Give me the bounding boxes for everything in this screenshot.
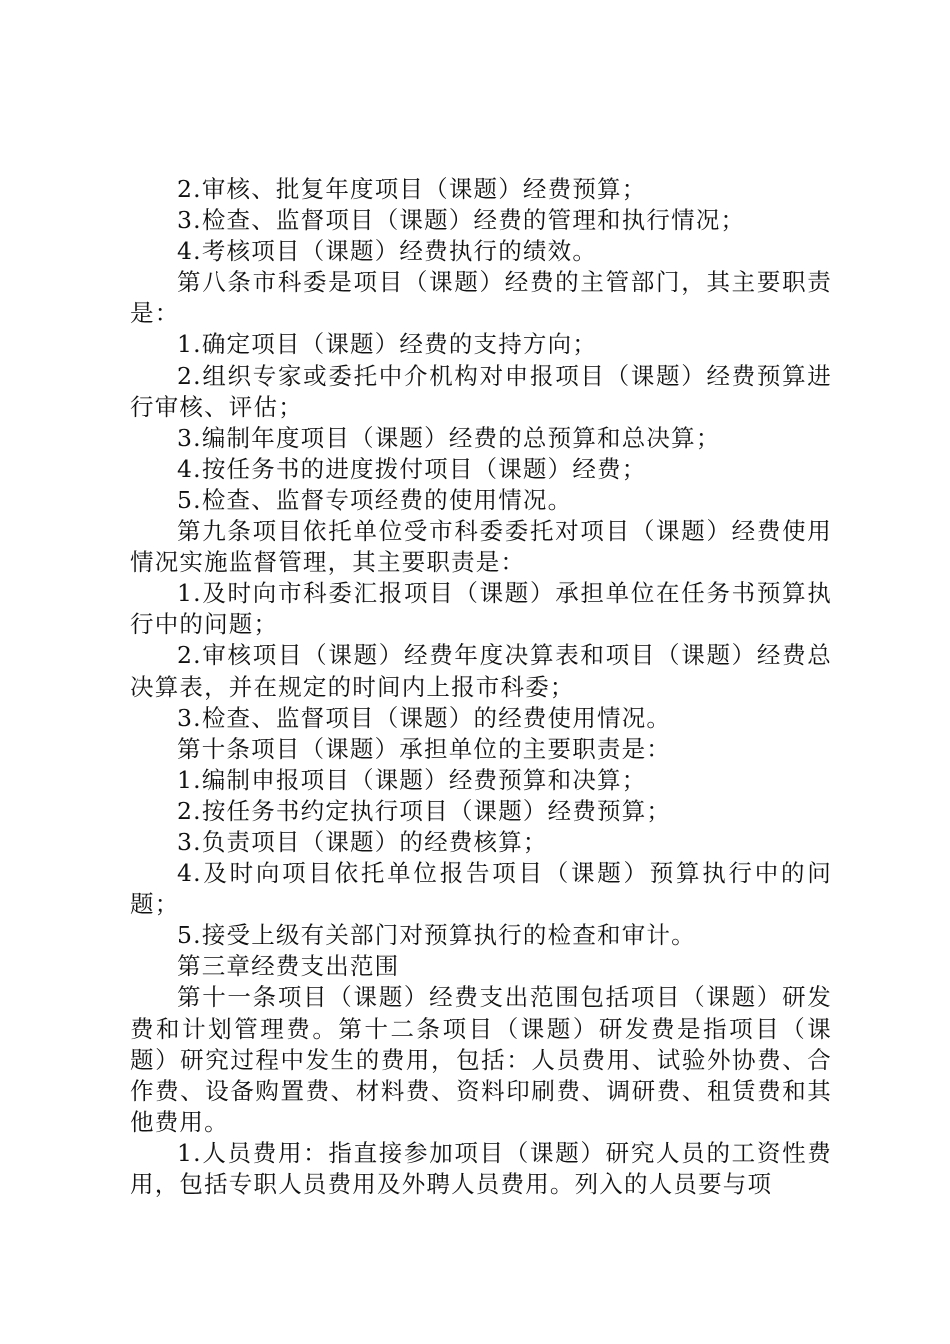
paragraph: 5.检查、监督专项经费的使用情况。 — [177, 485, 573, 514]
paragraph: 1.及时向市科委汇报项目（课题）承担单位在任务书预算执行中的问题； — [130, 579, 832, 639]
paragraph: 2.组织专家或委托中介机构对申报项目（课题）经费预算进行审核、评估； — [130, 361, 832, 421]
document-body — [130, 174, 832, 1200]
chapter-heading: 第三章经费支出范围 — [177, 952, 400, 981]
paragraph: 3.负责项目（课题）的经费核算； — [177, 827, 548, 856]
paragraph: 1.确定项目（课题）经费的支持方向； — [177, 330, 598, 359]
paragraph: 4.考核项目（课题）经费执行的绩效。 — [177, 237, 598, 266]
paragraph: 第十条项目（课题）承担单位的主要职责是： — [177, 734, 671, 763]
paragraph: 3.检查、监督项目（课题）经费的管理和执行情况； — [177, 206, 746, 235]
paragraph: 2.按任务书约定执行项目（课题）经费预算； — [177, 796, 672, 825]
paragraph: 第九条项目依托单位受市科委委托对项目（课题）经费使用情况实施监督管理，其主要职责是： — [130, 517, 832, 577]
paragraph: 1.人员费用：指直接参加项目（课题）研究人员的工资性费用，包括专职人员费用及外聘人员费用。列入的人员要与项 — [130, 1138, 832, 1198]
paragraph: 5.接受上级有关部门对预算执行的检查和审计。 — [177, 921, 696, 950]
paragraph: 第十一条项目（课题）经费支出范围包括项目（课题）研发费和计划管理费。第十二条项目（课题）研发费是指项目（课题）研究过程中发生的费用，包括：人员费用、试验外协费、合作费、设备购置费、材料费、资料印刷费、调研费、租赁费和其他费用。 — [130, 983, 832, 1136]
paragraph: 3.检查、监督项目（课题）的经费使用情况。 — [177, 703, 672, 732]
paragraph: 第八条市科委是项目（课题）经费的主管部门，其主要职责是： — [130, 268, 832, 328]
paragraph: 4.按任务书的进度拨付项目（课题）经费； — [177, 454, 647, 483]
paragraph: 2.审核、批复年度项目（课题）经费预算； — [177, 175, 647, 203]
paragraph: 1.编制申报项目（课题）经费预算和决算； — [177, 765, 647, 794]
paragraph: 4.及时向项目依托单位报告项目（课题）预算执行中的问题； — [130, 859, 832, 919]
paragraph: 2.审核项目（课题）经费年度决算表和项目（课题）经费总决算表，并在规定的时间内上报市科委； — [130, 641, 832, 701]
paragraph: 3.编制年度项目（课题）经费的总预算和总决算； — [177, 423, 721, 452]
